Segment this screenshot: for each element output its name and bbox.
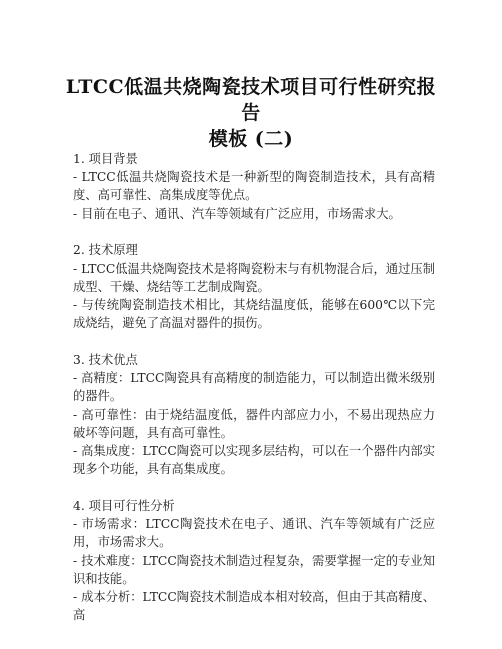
list-item: - 目前在电子、通讯、汽车等领域有广泛应用，市场需求大。 [73,206,401,221]
section-heading: 3. 技术优点 [73,353,138,368]
list-item: - LTCC低温共烧陶瓷技术是一种新型的陶瓷制造技术，具有高精度、高可靠性、高集成度等优点。 [73,170,435,203]
list-item: - 高可靠性：由于烧结温度低，器件内部应力小，不易出现热应力破坏等问题，具有高可靠性。 [73,407,435,440]
document-title [60,74,442,152]
section-heading: 4. 项目可行性分析 [73,499,175,514]
title-line-2: 模板 (二) [208,128,294,150]
list-item: - 高精度：LTCC陶瓷具有高精度的制造能力，可以制造出微米级别的器件。 [73,371,435,404]
list-item: - 高集成度：LTCC陶瓷可以实现多层结构，可以在一个器件内部实现多个功能，具有高集成度。 [73,444,435,477]
list-item: - LTCC低温共烧陶瓷技术是将陶瓷粉末与有机物混合后，通过压制成型、干燥、烧结等工艺制成陶瓷。 [73,261,435,294]
list-item: - 市场需求：LTCC陶瓷技术在电子、通讯、汽车等领域有广泛应用，市场需求大。 [73,517,435,550]
list-item: - 成本分析：LTCC陶瓷技术制造成本相对较高，但由于其高精度、高 [73,590,435,623]
section-heading: 1. 项目背景 [73,152,138,166]
title-line-1: LTCC低温共烧陶瓷技术项目可行性研究报告 [65,76,437,124]
list-item: - 与传统陶瓷制造技术相比，其烧结温度低，能够在600℃以下完成烧结，避免了高温对器件的损伤。 [73,298,435,331]
section-technical-principle [73,241,435,332]
section-technical-advantages [73,351,435,478]
section-feasibility-analysis [73,497,435,624]
section-project-background [73,150,435,223]
section-heading: 2. 技术原理 [73,243,138,258]
list-item: - 技术难度：LTCC陶瓷技术制造过程复杂，需要掌握一定的专业知识和技能。 [73,553,435,586]
document-body [73,150,435,643]
